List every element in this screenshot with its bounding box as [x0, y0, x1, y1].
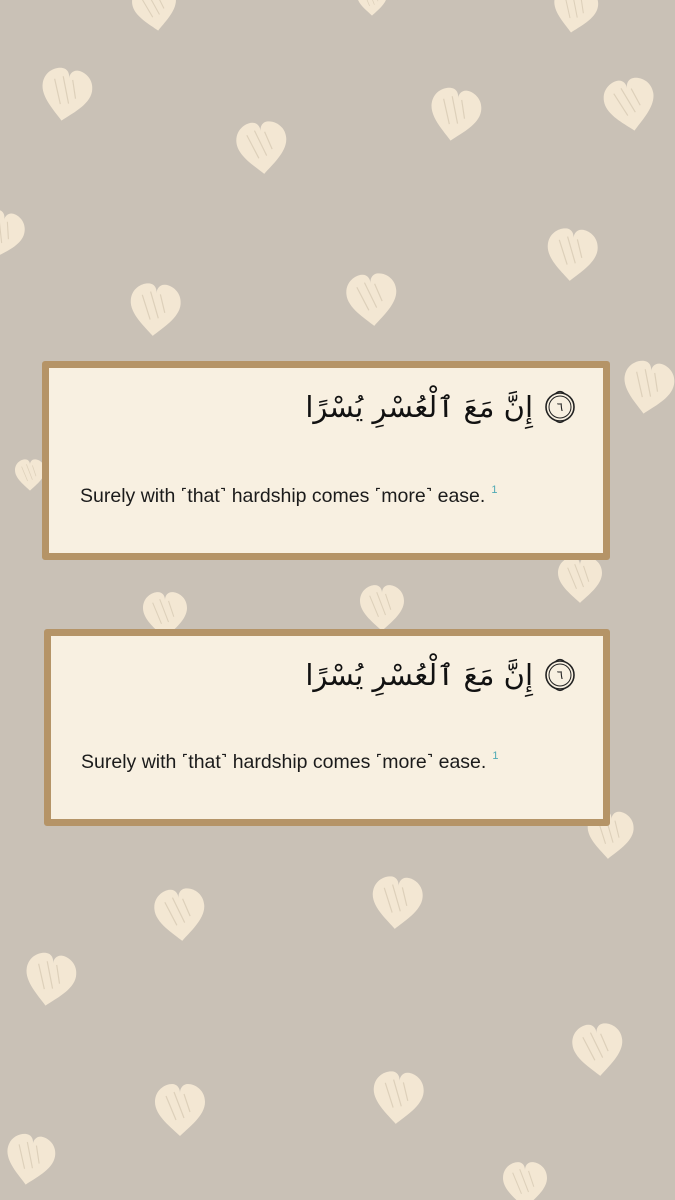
verse-card: [44, 629, 610, 826]
ayah-number-icon: [543, 658, 577, 692]
heart-icon: [21, 950, 79, 1010]
ayah-number: ٦: [556, 400, 564, 414]
heart-icon: [371, 1070, 425, 1126]
translation-text: Surely with ˹that˺ hardship comes ˹more˺ ease.: [80, 485, 486, 507]
heart-icon: [345, 272, 399, 328]
heart-icon: [503, 1162, 547, 1200]
arabic-verse-row: [305, 658, 577, 692]
heart-icon: [370, 875, 424, 931]
heart-icon: [549, 0, 600, 36]
footnote-marker[interactable]: 1: [492, 750, 499, 762]
heart-icon: [426, 85, 484, 145]
heart-icon: [130, 0, 180, 34]
heart-icon: [128, 282, 182, 338]
translation-text: Surely with ˹that˺ hardship comes ˹more˺ ease.: [81, 751, 487, 773]
ayah-number-icon: [543, 390, 577, 424]
verse-translation: [80, 484, 497, 508]
footnote-marker[interactable]: 1: [491, 484, 498, 496]
heart-icon: [235, 120, 289, 176]
heart-icon: [155, 1084, 205, 1136]
heart-icon: [37, 65, 95, 125]
arabic-verse-text: إِنَّ مَعَ ٱلْعُسْرِ يُسْرًا: [305, 658, 533, 692]
arabic-verse-text: إِنَّ مَعَ ٱلْعُسْرِ يُسْرًا: [305, 390, 533, 424]
heart-icon: [0, 206, 28, 264]
heart-icon: [558, 557, 602, 603]
heart-icon: [153, 887, 207, 943]
heart-icon: [357, 0, 387, 16]
heart-icon: [619, 358, 675, 418]
heart-icon: [545, 227, 599, 283]
heart-icon: [601, 75, 659, 135]
heart-icon: [15, 459, 45, 490]
heart-icon: [360, 585, 404, 631]
ayah-number: ٦: [556, 668, 564, 682]
verse-translation: [81, 750, 498, 774]
arabic-verse-row: [305, 390, 577, 424]
heart-icon: [571, 1022, 625, 1078]
verse-card: [42, 361, 610, 560]
heart-icon: [2, 1131, 58, 1188]
